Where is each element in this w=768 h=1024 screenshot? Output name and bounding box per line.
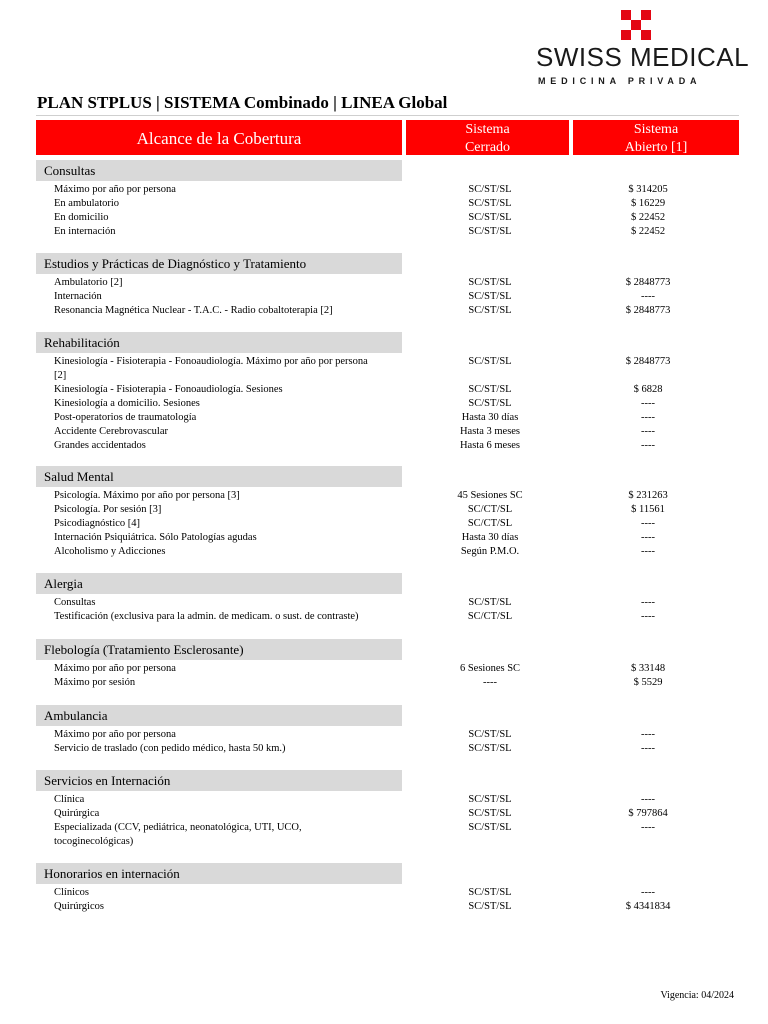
open-system-value: ---- bbox=[641, 532, 655, 543]
closed-system-value: SC/ST/SL bbox=[468, 198, 512, 209]
open-system-value: $ 22452 bbox=[630, 212, 666, 223]
closed-system-value: SC/ST/SL bbox=[468, 729, 512, 740]
coverage-header-label: Alcance de la Cobertura bbox=[136, 129, 302, 148]
closed-system-value: Hasta 6 meses bbox=[459, 440, 521, 451]
section-header: Servicios en Internación bbox=[36, 770, 402, 791]
open-system-header-line2: Abierto [1] bbox=[624, 140, 688, 155]
section-header: Rehabilitación bbox=[36, 332, 402, 353]
section-header: Estudios y Prácticas de Diagnóstico y Tratamiento bbox=[36, 253, 402, 274]
closed-system-value: 45 Sesiones SC bbox=[457, 490, 523, 501]
open-system-value: $ 797864 bbox=[628, 808, 668, 819]
open-system-value: $ 6828 bbox=[633, 384, 663, 395]
coverage-item-label: Internación bbox=[54, 291, 102, 302]
coverage-item-label: Accidente Cerebrovascular bbox=[54, 426, 168, 437]
open-system-value: $ 11561 bbox=[631, 504, 665, 515]
open-system-value: $ 2848773 bbox=[625, 305, 671, 316]
closed-system-value: ---- bbox=[483, 677, 497, 688]
open-system-value: ---- bbox=[641, 426, 655, 437]
closed-system-value: SC/CT/SL bbox=[467, 518, 513, 529]
closed-system-value: SC/ST/SL bbox=[468, 277, 512, 288]
closed-system-value: SC/ST/SL bbox=[468, 597, 512, 608]
open-system-header bbox=[573, 120, 739, 155]
coverage-item-label: Clínica bbox=[54, 794, 85, 805]
coverage-item-label: Máximo por año por persona bbox=[54, 663, 176, 674]
swiss-cross-icon bbox=[621, 10, 653, 42]
section-header: Consultas bbox=[36, 160, 402, 181]
open-system-value: $ 33148 bbox=[630, 663, 666, 674]
logo-tagline: MEDICINA PRIVADA bbox=[538, 76, 702, 86]
coverage-item-label: En internación bbox=[54, 226, 116, 237]
open-system-value: ---- bbox=[641, 611, 655, 622]
plan-title: PLAN STPLUS | SISTEMA Combinado | LINEA Global bbox=[37, 93, 448, 112]
coverage-item-label: Consultas bbox=[54, 597, 96, 608]
closed-system-header-line1: Sistema bbox=[465, 122, 510, 137]
coverage-item-label: Psicodiagnóstico [4] bbox=[54, 518, 141, 529]
closed-system-value: SC/ST/SL bbox=[468, 184, 512, 195]
coverage-item-label: Post-operatorios de traumatología bbox=[54, 412, 197, 423]
section-header: Ambulancia bbox=[36, 705, 402, 726]
coverage-item-label: Clínicos bbox=[54, 887, 90, 898]
coverage-item-label: Resonancia Magnética Nuclear - T.A.C. - Radio cobaltoterapia [2] bbox=[54, 305, 333, 316]
open-system-value: ---- bbox=[641, 398, 655, 409]
closed-system-header-line2: Cerrado bbox=[464, 140, 511, 155]
closed-system-value: SC/ST/SL bbox=[468, 384, 512, 395]
open-system-value: ---- bbox=[641, 291, 655, 302]
open-system-value: ---- bbox=[641, 440, 655, 451]
closed-system-value: SC/ST/SL bbox=[468, 291, 512, 302]
open-system-value: ---- bbox=[641, 822, 655, 833]
closed-system-value: SC/ST/SL bbox=[468, 822, 512, 833]
closed-system-value: Hasta 30 días bbox=[461, 532, 519, 543]
closed-system-value: 6 Sesiones SC bbox=[459, 663, 521, 674]
coverage-item-label: Grandes accidentados bbox=[54, 440, 146, 451]
section-header: Flebología (Tratamiento Esclerosante) bbox=[36, 639, 402, 660]
coverage-item-label: Quirúrgicos bbox=[54, 901, 104, 912]
open-system-value: ---- bbox=[641, 412, 655, 423]
coverage-item-label: Psicología. Máximo por año por persona [3] bbox=[54, 490, 240, 501]
coverage-item-label: Ambulatorio [2] bbox=[54, 277, 123, 288]
closed-system-value: SC/ST/SL bbox=[468, 356, 512, 367]
closed-system-value: SC/ST/SL bbox=[468, 226, 512, 237]
vigencia-footer: Vigencia: 04/2024 bbox=[660, 990, 734, 1001]
open-system-value: $ 314205 bbox=[628, 184, 668, 195]
open-system-value: ---- bbox=[641, 546, 655, 557]
open-system-header-line1: Sistema bbox=[633, 122, 679, 137]
closed-system-value: Hasta 3 meses bbox=[459, 426, 521, 437]
open-system-value: $ 5529 bbox=[633, 677, 663, 688]
open-system-value: $ 2848773 bbox=[625, 356, 671, 367]
coverage-item-label: Psicología. Por sesión [3] bbox=[54, 504, 162, 515]
coverage-item-label: Máximo por año por persona bbox=[54, 729, 176, 740]
closed-system-value: Hasta 30 días bbox=[461, 412, 519, 423]
closed-system-value: SC/CT/SL bbox=[467, 504, 513, 515]
open-system-value: $ 16229 bbox=[630, 198, 666, 209]
coverage-header bbox=[36, 120, 402, 155]
open-system-value: ---- bbox=[641, 729, 655, 740]
section-header: Salud Mental bbox=[36, 466, 402, 487]
coverage-item-label: Quirúrgica bbox=[54, 808, 100, 819]
open-system-value: $ 4341834 bbox=[625, 901, 671, 912]
closed-system-value: SC/ST/SL bbox=[468, 808, 512, 819]
section-header: Honorarios en internación bbox=[36, 863, 402, 884]
coverage-item-label: Máximo por sesión bbox=[54, 677, 136, 688]
closed-system-value: SC/ST/SL bbox=[468, 305, 512, 316]
coverage-item-label: Internación Psiquiátrica. Sólo Patologías agudas bbox=[54, 532, 257, 543]
coverage-item-label: Alcoholismo y Adicciones bbox=[54, 546, 166, 557]
coverage-item-label: En domicilio bbox=[54, 212, 109, 223]
closed-system-value: SC/ST/SL bbox=[468, 743, 512, 754]
open-system-value: ---- bbox=[641, 518, 655, 529]
open-system-value: $ 22452 bbox=[630, 226, 666, 237]
swiss-medical-logo bbox=[530, 8, 750, 86]
closed-system-value: SC/ST/SL bbox=[468, 212, 512, 223]
open-system-value: $ 231263 bbox=[628, 490, 668, 501]
coverage-item-label: Kinesiología a domicilio. Sesiones bbox=[54, 398, 200, 409]
open-system-value: ---- bbox=[641, 743, 655, 754]
coverage-item-label: Testificación (exclusiva para la admin. de medicam. o sust. de contraste) bbox=[54, 611, 359, 622]
open-system-value: ---- bbox=[641, 597, 655, 608]
closed-system-value: Según P.M.O. bbox=[460, 546, 520, 557]
closed-system-value: SC/ST/SL bbox=[468, 794, 512, 805]
title-divider bbox=[36, 115, 739, 116]
coverage-item-label: Kinesiología - Fisioterapia - Fonoaudiología. Máximo por año por persona [2] bbox=[54, 356, 368, 381]
logo-brand-text: SWISS MEDICAL bbox=[536, 42, 750, 72]
closed-system-value: SC/CT/SL bbox=[467, 611, 513, 622]
closed-system-value: SC/ST/SL bbox=[468, 901, 512, 912]
coverage-item-label: Kinesiología - Fisioterapia - Fonoaudiología. Sesiones bbox=[54, 384, 283, 395]
open-system-value: ---- bbox=[641, 887, 655, 898]
closed-system-header bbox=[406, 120, 569, 155]
closed-system-value: SC/ST/SL bbox=[468, 887, 512, 898]
coverage-item-label: Servicio de traslado (con pedido médico, hasta 50 km.) bbox=[54, 743, 286, 754]
coverage-item-label: En ambulatorio bbox=[54, 198, 120, 209]
closed-system-value: SC/ST/SL bbox=[468, 398, 512, 409]
coverage-item-label: Especializada (CCV, pediátrica, neonatológica, UTI, UCO, tocoginecológicas) bbox=[54, 822, 302, 847]
open-system-value: $ 2848773 bbox=[625, 277, 671, 288]
coverage-item-label: Máximo por año por persona bbox=[54, 184, 176, 195]
open-system-value: ---- bbox=[641, 794, 655, 805]
section-header: Alergia bbox=[36, 573, 402, 594]
